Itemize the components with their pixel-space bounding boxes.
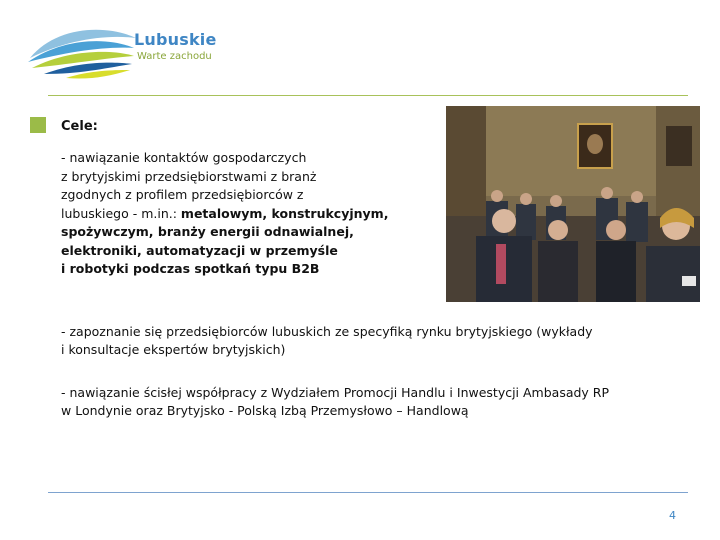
text-plain: lubuskiego - m.in.: [61,205,181,221]
text-line: - zapoznanie się przedsiębiorców lubuskich ze specyfiką rynku brytyjskiego (wykłady [61,324,593,339]
paragraph-goals-2 [61,323,701,359]
logo-subtitle: Warte zachodu [137,51,212,62]
text-line: - nawiązanie kontaktów gospodarczych [61,150,307,165]
text-bold: metalowym, konstrukcyjnym, [180,205,389,221]
text-line: z brytyjskimi przedsiębiorstwami z branż [61,168,317,184]
text-line [61,205,451,224]
text-line-bold: i robotyki podczas spotkań typu B2B [61,261,320,276]
text-line-bold: elektroniki, automatyzacji w przemyśle [61,242,338,258]
page-number: 4 [669,509,676,522]
text-line: - nawiązanie ścisłej współpracy z Wydziałem Promocji Handlu i Inwestycji Ambasady RP [61,385,610,400]
logo-title: Lubuskie [134,30,217,49]
paragraph-goals-3 [61,384,701,420]
section-bullet [30,117,46,133]
text-line: w Londynie oraz Brytyjsko - Polską Izbą Przemysłowo – Handlową [61,403,469,418]
conference-photo [446,106,700,302]
top-divider [48,95,688,96]
paragraph-goals-1 [61,149,451,279]
bottom-divider [48,492,688,493]
text-line: i konsultacje ekspertów brytyjskich) [61,342,286,357]
section-heading: Cele: [61,119,98,134]
text-line: zgodnych z profilem przedsiębiorców z [61,187,304,202]
text-line-bold: spożywczym, branży energii odnawialnej, [61,224,354,239]
